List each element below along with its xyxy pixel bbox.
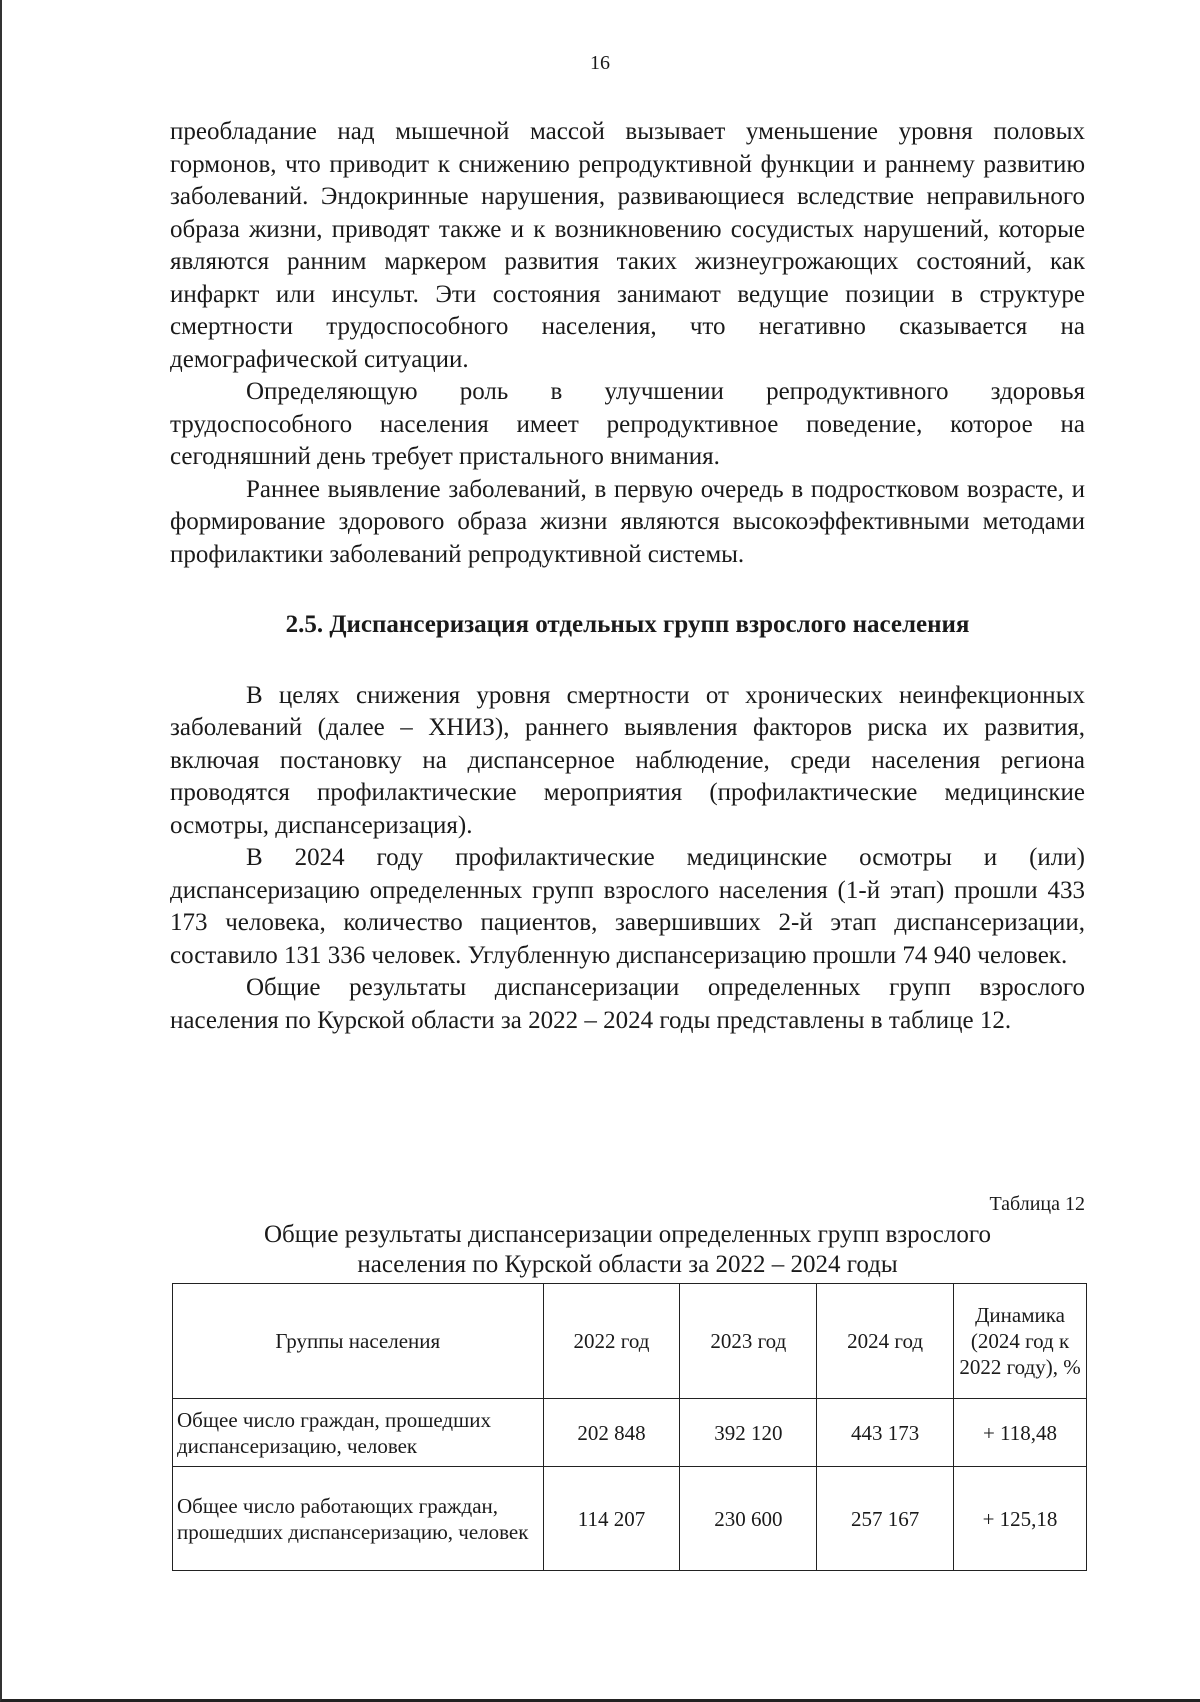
table-header-row (173, 1284, 1087, 1399)
paragraph: Раннее выявление заболеваний, в первую очередь в подростковом возрасте, и формирование здорового образа жизни являются высокоэффективными методами профилактики заболеваний репродуктивной системы. (170, 475, 1085, 568)
cell-2022: 202 848 (543, 1399, 680, 1467)
table-row (173, 1399, 1087, 1467)
table-title (170, 1220, 1085, 1280)
cell-2024: 443 173 (817, 1399, 954, 1467)
cell-dynamics: + 118,48 (954, 1399, 1087, 1467)
cell-2024: 257 167 (817, 1467, 954, 1571)
table-row (173, 1467, 1087, 1571)
header-2023: 2023 год (680, 1284, 817, 1399)
table-label: Таблица 12 (989, 1193, 1085, 1215)
header-2022: 2022 год (543, 1284, 680, 1399)
header-2024: 2024 год (817, 1284, 954, 1399)
paragraph: Общие результаты диспансеризации определенных групп взрослого населения по Курской области за 2022 – 2024 годы представлены в таблице 12. (170, 974, 1085, 1034)
cell-dynamics: + 125,18 (954, 1467, 1087, 1571)
document-body (170, 116, 1085, 1037)
header-dynamics: Динамика (2024 год к 2022 году), % (954, 1284, 1087, 1399)
section-heading: 2.5. Диспансеризация отдельных групп взрослого населения (285, 611, 970, 638)
cell-2022: 114 207 (543, 1467, 680, 1571)
page-number: 16 (590, 52, 610, 74)
cell-group: Общее число граждан, прошедших диспансеризацию, человек (173, 1399, 544, 1467)
paragraph: В 2024 году профилактические медицинские осмотры и (или) диспансеризацию определенных групп взрослого населения (1-й этап) прошли 433 173 человека, количество пациентов, завершивших 2-й этап диспансеризации, составило 131 336 человек. Углубленную диспансеризацию прошли 74 940 человек. (170, 844, 1085, 969)
paragraph: Определяющую роль в улучшении репродуктивного здоровья трудоспособного населения имеет репродуктивное поведение, которое на сегодняшний день требует пристального внимания. (170, 378, 1085, 470)
table-title-line: населения по Курской области за 2022 – 2024 годы (357, 1251, 898, 1278)
cell-2023: 392 120 (680, 1399, 817, 1467)
table-title-line: Общие результаты диспансеризации определенных групп взрослого (263, 1221, 992, 1248)
cell-group: Общее число работающих граждан, прошедших диспансеризацию, человек (173, 1467, 544, 1571)
results-table (172, 1283, 1087, 1571)
cell-2023: 230 600 (680, 1467, 817, 1571)
paragraph: преобладание над мышечной массой вызывает уменьшение уровня половых гормонов, что приводит к снижению репродуктивной функции и раннему развитию заболеваний. Эндокринные нарушения, развивающиеся вследствие неправильного образа жизни, приводят также и к возникновению сосудистых нарушений, которые являются ранним маркером развития таких жизнеугрожающих состояний, как инфаркт или инсульт. Эти состояния занимают ведущие позиции в структуре смертности трудоспособного населения, что негативно сказывается на демографической ситуации. (170, 118, 1085, 373)
paragraph: В целях снижения уровня смертности от хронических неинфекционных заболеваний (далее – ХНИЗ), раннего выявления факторов риска их развития, включая постановку на диспансерное наблюдение, среди населения региона проводятся профилактические мероприятия (профилактические медицинские осмотры, диспансеризация). (170, 681, 1085, 839)
header-group: Группы населения (173, 1284, 544, 1399)
